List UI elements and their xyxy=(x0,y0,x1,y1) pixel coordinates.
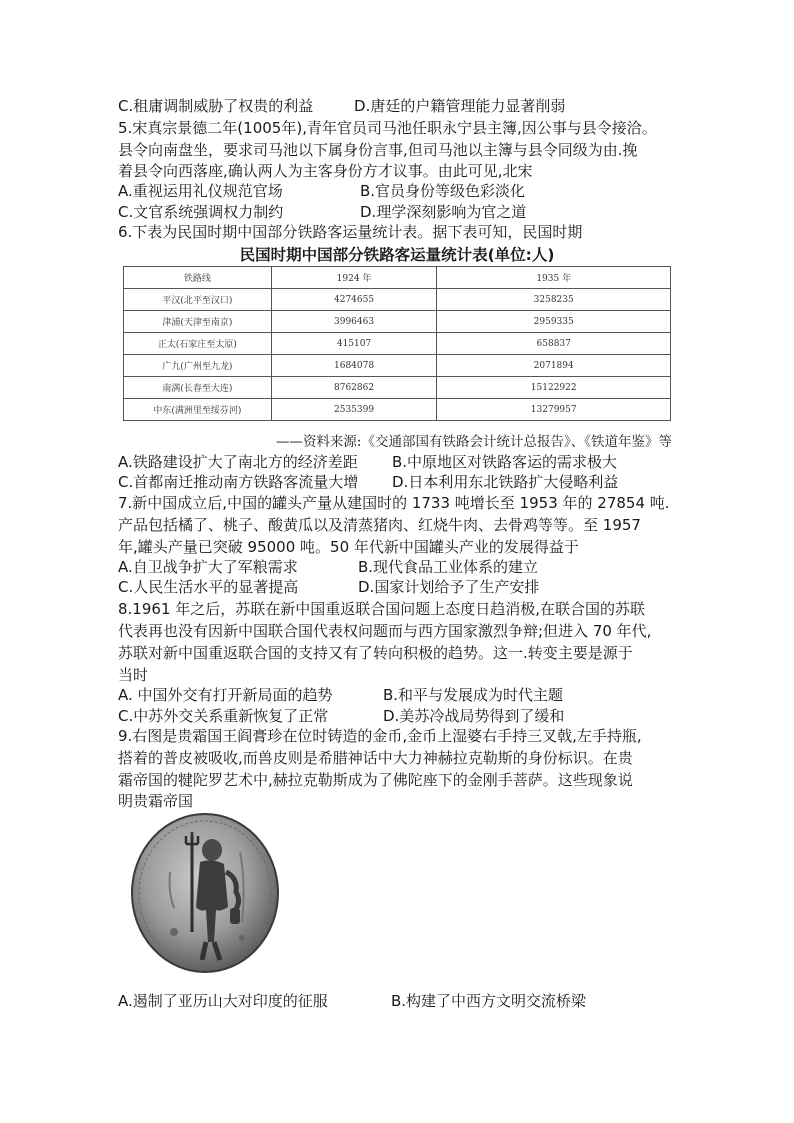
q7-stem-line-3: 年,罐头产量已突破 95000 吨。50 年代新中国罐头产业的发展得益于 xyxy=(118,538,579,556)
table-cell: 15122922 xyxy=(437,377,671,399)
table-header-cell: 1924 年 xyxy=(271,267,437,289)
q4-option-d: D.唐廷的户籍管理能力显著削弱 xyxy=(354,97,566,115)
table-row xyxy=(124,377,671,399)
q5-option-c: C.文官系统强调权力制约 xyxy=(118,203,284,221)
q8-stem-line-3: 苏联对新中国重返联合国的支持又有了转向积极的趋势。这一.转变主要是源于 xyxy=(118,644,633,662)
q9-stem-line-1: 9.右图是贵霜国王阎膏珍在位时铸造的金币,金币上湿婆右手持三叉戟,左手持瓶, xyxy=(118,727,642,745)
q8-stem-line-1: 8.1961 年之后，苏联在新中国重返联合国问题上态度日趋消极,在联合国的苏联 xyxy=(118,600,646,618)
q8-option-d: D.美苏冷战局势得到了缓和 xyxy=(383,707,565,725)
table-cell: 正太(石家庄至太原) xyxy=(124,333,272,355)
q9-stem-line-2: 搭着的普皮被吸收,而兽皮则是希腊神话中大力神赫拉克勒斯的身份标识。在贵 xyxy=(118,749,633,767)
q8-option-a: A. 中国外交有打开新局面的趋势 xyxy=(118,686,333,704)
q5-option-b: B.官员身份等级色彩淡化 xyxy=(360,182,526,200)
table-source: ——资料来源:《交通部国有铁路会计统计总报告》、《铁道年鉴》等 xyxy=(275,434,672,450)
q7-option-c: C.人民生活水平的显著提高 xyxy=(118,578,299,596)
q5-stem-line-3: 着县令向西落座,确认两人为主客身份方才议事。由此可见,北宋 xyxy=(118,162,533,180)
q9-stem-line-3: 霜帝国的犍陀罗艺术中,赫拉克勒斯成为了佛陀座下的金刚手菩萨。这些现象说 xyxy=(118,771,633,789)
q9-option-a: A.遏制了亚历山大对印度的征服 xyxy=(118,992,328,1010)
q8-option-c: C.中苏外交关系重新恢复了正常 xyxy=(118,707,329,725)
q8-stem-line-4: 当时 xyxy=(118,666,149,684)
table-row xyxy=(124,355,671,377)
q9-stem-line-4: 明贵霜帝国 xyxy=(118,792,194,810)
table-cell: 2535399 xyxy=(271,399,437,421)
q8-option-b: B.和平与发展成为时代主题 xyxy=(383,686,564,704)
q6-option-a: A.铁路建设扩大了南北方的经济差距 xyxy=(118,453,358,471)
q5-stem-line-2: 县令向南盘坐，要求司马池以下属身份言事,但司马池以主簿与县令同级为由.挽 xyxy=(118,141,638,159)
railway-table xyxy=(123,266,671,421)
q6-option-b: B.中原地区对铁路客运的需求极大 xyxy=(392,453,618,471)
table-cell: 3258235 xyxy=(437,289,671,311)
table-row xyxy=(124,333,671,355)
q7-option-b: B.现代食品工业体系的建立 xyxy=(358,558,539,576)
q6-option-d: D.日本利用东北铁路扩大侵略利益 xyxy=(392,473,619,491)
table-cell: 平汉(北平至汉口) xyxy=(124,289,272,311)
q5-option-a: A.重视运用礼仪规范官场 xyxy=(118,182,283,200)
table-cell: 1684078 xyxy=(271,355,437,377)
table-cell: 2959335 xyxy=(437,311,671,333)
table-cell: 津浦(天津至南京) xyxy=(124,311,272,333)
table-header-cell: 铁路线 xyxy=(124,267,272,289)
q4-option-c: C.租庸调制威胁了权贵的利益 xyxy=(118,97,314,115)
table-row xyxy=(124,311,671,333)
table-cell: 658837 xyxy=(437,333,671,355)
q7-stem-line-1: 7.新中国成立后,中国的罐头产量从建国时的 1733 吨增长至 1953 年的 27854 吨. xyxy=(118,494,670,512)
table-cell: 8762862 xyxy=(271,377,437,399)
q7-stem-line-2: 产品包括橘了、桃子、酸黄瓜以及清蒸猪肉、红烧牛肉、去骨鸡等等。至 1957 xyxy=(118,516,641,534)
table-row xyxy=(124,289,671,311)
table-cell: 广九(广州至九龙) xyxy=(124,355,272,377)
q6-stem: 6.下表为民国时期中国部分铁路客运量统计表。据下表可知，民国时期 xyxy=(118,223,583,241)
table-row xyxy=(124,399,671,421)
q5-stem-line-1: 5.宋真宗景德二年(1005年),青年官员司马池任职永宁县主簿,因公事与县令接洽。 xyxy=(118,119,657,137)
table-header-row xyxy=(124,267,671,289)
table-cell: 2071894 xyxy=(437,355,671,377)
q9-option-b: B.构建了中西方文明交流桥梁 xyxy=(391,992,587,1010)
q8-stem-line-2: 代表再也没有因新中国联合国代表权问题而与西方国家激烈争辩;但进入 70 年代, xyxy=(118,622,652,640)
table-cell: 4274655 xyxy=(271,289,437,311)
q7-option-d: D.国家计划给予了生产安排 xyxy=(358,578,540,596)
table-cell: 415107 xyxy=(271,333,437,355)
table-title: 民国时期中国部分铁路客运量统计表(单位:人) xyxy=(239,246,555,264)
table-cell: 3996463 xyxy=(271,311,437,333)
table-cell: 中东(满洲里至绥芬河) xyxy=(124,399,272,421)
table-cell: 13279957 xyxy=(437,399,671,421)
kushan-gold-coin-image xyxy=(130,812,280,974)
table-cell: 南满(长春至大连) xyxy=(124,377,272,399)
q7-option-a: A.自卫战争扩大了军粮需求 xyxy=(118,558,298,576)
q5-option-d: D.理学深刻影响为官之道 xyxy=(360,203,527,221)
q6-option-c: C.首都南迁推动南方铁路客流量大增 xyxy=(118,473,359,491)
table-header-cell: 1935 年 xyxy=(437,267,671,289)
